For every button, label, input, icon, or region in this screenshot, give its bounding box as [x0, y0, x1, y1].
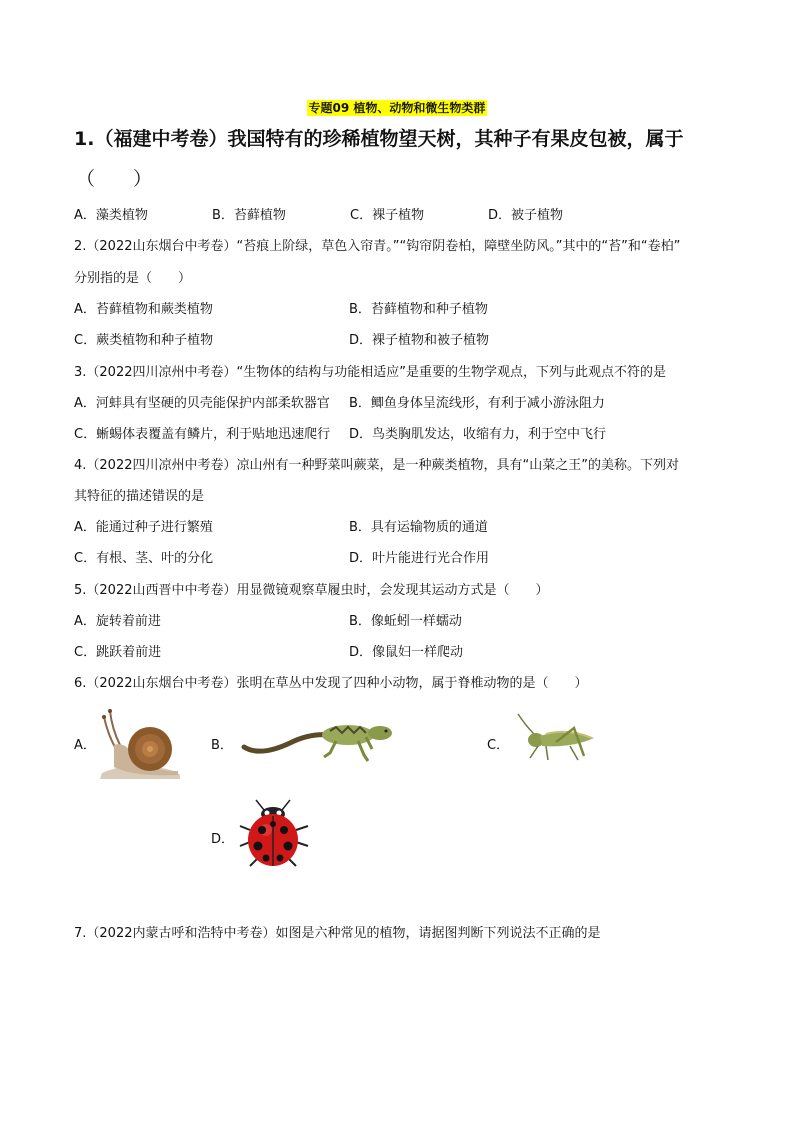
q1-option-b[interactable]: B．苔藓植物 — [212, 208, 286, 223]
q6-label-b[interactable]: B． — [211, 738, 233, 753]
q2-option-c[interactable]: C．蕨类植物和种子植物 — [74, 333, 214, 348]
grasshopper-image[interactable] — [512, 712, 597, 767]
q2-option-d[interactable]: D．裸子植物和被子植物 — [349, 333, 490, 348]
q6-label-c[interactable]: C． — [487, 738, 510, 753]
q2-stem-line2: 分别指的是（ ） — [74, 271, 192, 286]
q3-option-b[interactable]: B．鲫鱼身体呈流线形，有利于减小游泳阻力 — [349, 396, 605, 411]
q3-option-c[interactable]: C．蜥蜴体表覆盖有鳞片，利于贴地迅速爬行 — [74, 427, 331, 442]
q1-option-d[interactable]: D．被子植物 — [488, 208, 564, 223]
q4-stem-line1: 4.（2022四川凉州中考卷）凉山州有一种野菜叫蕨菜，是一种蕨类植物，具有“山菜之王”的美称。下列对 — [74, 458, 679, 473]
q5-option-d[interactable]: D．像鼠妇一样爬动 — [349, 645, 464, 660]
q6-label-a[interactable]: A． — [74, 738, 96, 753]
q6-stem: 6.（2022山东烟台中考卷）张明在草丛中发现了四种小动物，属于脊椎动物的是（ ） — [74, 676, 588, 691]
snail-image[interactable] — [94, 705, 184, 780]
q1-stem: 1.（福建中考卷）我国特有的珍稀植物望天树，其种子有果皮包被，属于 — [74, 128, 684, 150]
q5-option-b[interactable]: B．像蚯蚓一样蠕动 — [349, 614, 462, 629]
q2-stem-line1: 2.（2022山东烟台中考卷）“苔痕上阶绿，草色入帘青。”“钩帘阴卷柏，障壁坐防风。”其中的“苔”和“卷柏” — [74, 239, 681, 254]
q7-stem: 7.（2022内蒙古呼和浩特中考卷）如图是六种常见的植物，请据图判断下列说法不正确的是 — [74, 926, 601, 941]
q2-option-a[interactable]: A．苔藓植物和蕨类植物 — [74, 302, 213, 317]
q5-option-a[interactable]: A．旋转着前进 — [74, 614, 161, 629]
q2-option-b[interactable]: B．苔藓植物和种子植物 — [349, 302, 488, 317]
lizard-image[interactable] — [240, 713, 395, 768]
q4-option-c[interactable]: C．有根、茎、叶的分化 — [74, 551, 214, 566]
q4-option-b[interactable]: B．具有运输物质的通道 — [349, 520, 488, 535]
q1-blank: （ ） — [76, 168, 153, 190]
q3-stem: 3.（2022四川凉州中考卷）“生物体的结构与功能相适应”是重要的生物学观点，下列与此观点不符的是 — [74, 365, 666, 380]
ladybug-image[interactable] — [236, 796, 316, 871]
q6-label-d[interactable]: D． — [211, 832, 235, 847]
q5-stem: 5.（2022山西晋中中考卷）用显微镜观察草履虫时，会发现其运动方式是（ ） — [74, 583, 549, 598]
q3-option-a[interactable]: A．河蚌具有坚硬的贝壳能保护内部柔软器官 — [74, 396, 330, 411]
q1-option-c[interactable]: C．裸子植物 — [350, 208, 425, 223]
q3-option-d[interactable]: D．鸟类胸肌发达，收缩有力，利于空中飞行 — [349, 427, 607, 442]
q4-option-a[interactable]: A．能通过种子进行繁殖 — [74, 520, 213, 535]
q5-option-c[interactable]: C．跳跃着前进 — [74, 645, 162, 660]
q1-option-a[interactable]: A．藻类植物 — [74, 208, 148, 223]
q4-option-d[interactable]: D．叶片能进行光合作用 — [349, 551, 490, 566]
page-title — [0, 97, 794, 116]
title-text: 专题09 植物、动物和微生物类群 — [308, 101, 486, 115]
q4-stem-line2: 其特征的描述错误的是 — [74, 489, 205, 504]
